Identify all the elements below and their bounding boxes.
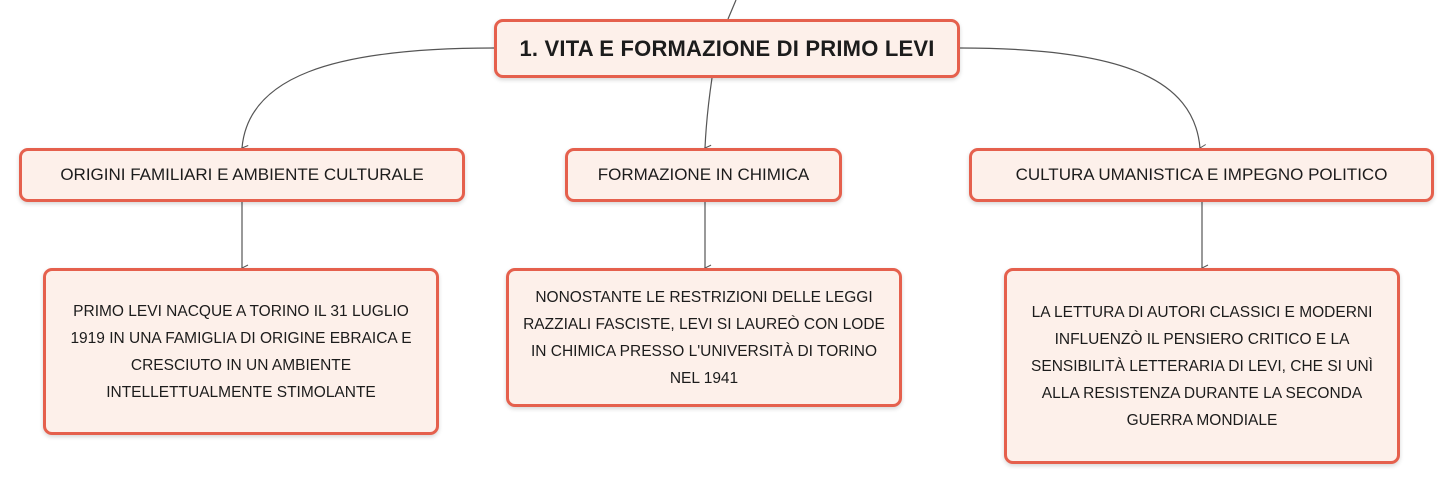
- detail-node-cultura[interactable]: [1004, 268, 1400, 464]
- connector-parent-to-root: [728, 0, 736, 19]
- detail-node-origini[interactable]: [43, 268, 439, 435]
- branch-node-label: ORIGINI FAMILIARI E AMBIENTE CULTURALE: [60, 165, 424, 184]
- branch-node-cultura[interactable]: [969, 148, 1434, 202]
- detail-node-text: NONOSTANTE LE RESTRIZIONI DELLE LEGGI RAZZIALI FASCISTE, LEVI SI LAUREÒ CON LODE IN CHIMICA PRESSO L'UNIVERSITÀ DI TORINO NEL 1941: [523, 288, 885, 387]
- root-node-label: 1. VITA E FORMAZIONE DI PRIMO LEVI: [519, 35, 935, 61]
- detail-node-formazione[interactable]: [506, 268, 902, 407]
- connector-root-to-branch-1: [242, 48, 494, 148]
- connector-root-to-branch-3: [960, 48, 1200, 148]
- branch-node-label: FORMAZIONE IN CHIMICA: [597, 165, 810, 184]
- connector-root-to-branch-2: [705, 78, 712, 148]
- branch-node-label: CULTURA UMANISTICA E IMPEGNO POLITICO: [1015, 165, 1388, 184]
- branch-node-formazione[interactable]: [565, 148, 842, 202]
- root-node[interactable]: [494, 19, 960, 78]
- detail-node-text: PRIMO LEVI NACQUE A TORINO IL 31 LUGLIO 1919 IN UNA FAMIGLIA DI ORIGINE EBRAICA E CRESCIUTO IN UN AMBIENTE INTELLETTUALMENTE STIMOLANTE: [70, 302, 412, 401]
- branch-node-origini[interactable]: [19, 148, 465, 202]
- detail-node-text: LA LETTURA DI AUTORI CLASSICI E MODERNI INFLUENZÒ IL PENSIERO CRITICO E LA SENSIBILITÀ LETTERARIA DI LEVI, CHE SI UNÌ ALLA RESISTENZA DURANTE LA SECONDA GUERRA MONDIALE: [1031, 303, 1373, 429]
